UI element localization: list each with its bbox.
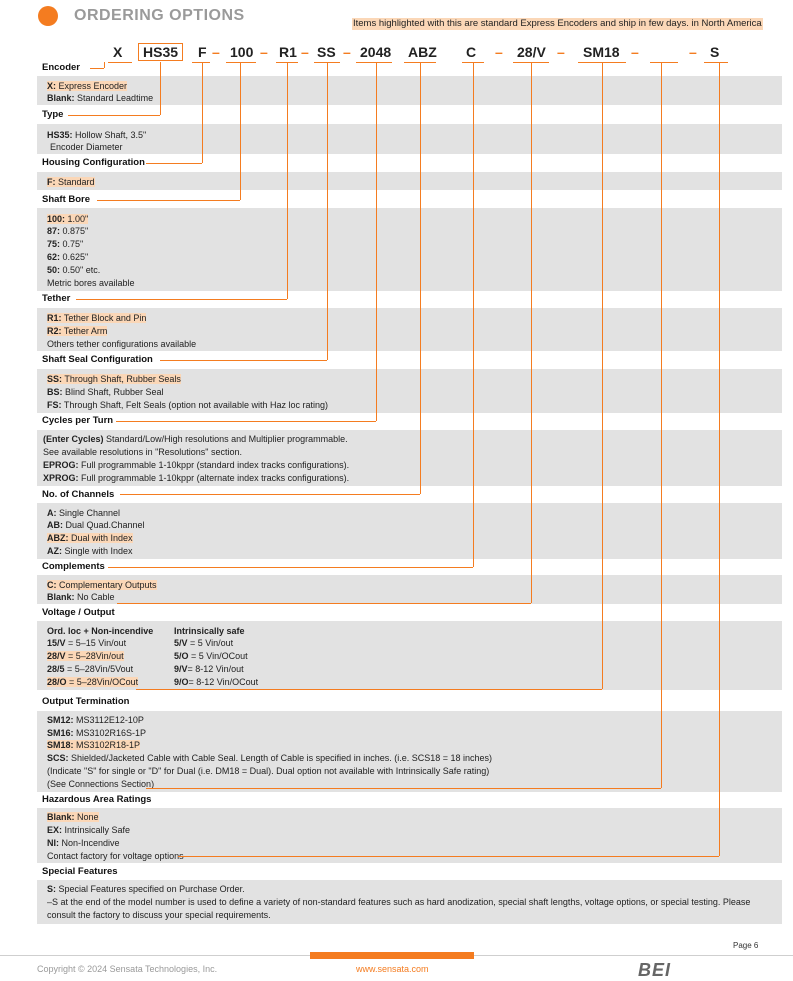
code-dash: – [260, 44, 268, 60]
connector-line [120, 494, 420, 495]
option-row: SS: Through Shaft, Rubber Seals [47, 374, 181, 384]
connector-line [160, 360, 327, 361]
section-heading-hazardous: Hazardous Area Ratings [42, 794, 152, 805]
section-bullet-icon [38, 6, 58, 26]
code-express: X [113, 44, 123, 60]
page-number: Page 6 [733, 941, 759, 950]
option-row: X: Express Encoder [47, 81, 128, 91]
option-row: (Indicate "S" for single or "D" for Dual (i.e. DM18 = Dual). Dual option not available with Intrinsically Safe rating) [47, 766, 490, 776]
section-heading-cycles: Cycles per Turn [42, 415, 114, 426]
connector-line [146, 788, 661, 789]
code-dash: – [689, 44, 697, 60]
connector-line [76, 299, 287, 300]
option-row: Blank: None [47, 812, 99, 822]
connector-line [473, 62, 474, 567]
code-underline [108, 62, 132, 63]
voltage-col2-title: Intrinsically safe [174, 626, 245, 636]
bei-logo: BEI [638, 960, 672, 980]
option-row: 15/V = 5–15 Vin/out [47, 638, 127, 648]
option-row: Blank: Standard Leadtime [47, 93, 154, 103]
connector-line [661, 62, 662, 788]
option-row: 9/O= 8-12 Vin/OCout [174, 677, 259, 687]
section-heading-channels: No. of Channels [42, 489, 115, 500]
code-underline [356, 62, 392, 63]
connector-line [602, 62, 603, 689]
option-row: Contact factory for voltage options [47, 851, 184, 861]
option-row: 75: 0.75" [47, 239, 84, 249]
code-underline [650, 62, 678, 63]
option-row: 5/V = 5 Vin/out [174, 638, 234, 648]
section-heading-housing: Housing Configuration [42, 157, 145, 168]
connector-line [420, 62, 421, 494]
connector-line [117, 603, 531, 604]
option-row: HS35: Hollow Shaft, 3.5" [47, 130, 147, 140]
option-row: SCS: Shielded/Jacketed Cable with Cable Seal. Length of Cable is specified in inches. (i.e. SCS18 = 18 inches) [47, 753, 493, 763]
code-special: S [710, 44, 720, 60]
option-row: (Enter Cycles) Standard/Low/High resolutions and Multiplier programmable. [43, 434, 348, 444]
website-link[interactable]: www.sensata.com [356, 964, 429, 974]
code-dash: – [212, 44, 220, 60]
code-termination: SM18 [583, 44, 620, 60]
option-row: ABZ: Dual with Index [47, 533, 133, 543]
code-channels: ABZ [408, 44, 437, 60]
option-row: BS: Blind Shaft, Rubber Seal [47, 387, 164, 397]
option-row: F: Standard [47, 177, 95, 187]
connector-line [97, 200, 240, 201]
option-row: R1: Tether Block and Pin [47, 313, 147, 323]
page-title: ORDERING OPTIONS [74, 7, 245, 24]
express-notice: Items highlighted with this are standard Express Encoders and ship in few days. in North America [353, 18, 762, 29]
connector-line [327, 62, 328, 360]
section-heading-tether: Tether [42, 293, 71, 304]
option-row: 5/O = 5 Vin/OCout [174, 651, 248, 661]
option-row: 50: 0.50" etc. [47, 265, 101, 275]
code-dash: – [495, 44, 503, 60]
code-dash: – [557, 44, 565, 60]
section-heading-encoder: Encoder [42, 62, 81, 73]
connector-line [146, 163, 202, 164]
option-row: See available resolutions in "Resolutions" section. [43, 447, 243, 457]
option-row: 28/O = 5–28Vin/OCout [47, 677, 139, 687]
connector-line [376, 62, 377, 421]
option-row: 28/V = 5–28Vin/out [47, 651, 124, 661]
connector-line [116, 421, 376, 422]
option-row: A: Single Channel [47, 508, 121, 518]
option-row: AZ: Single with Index [47, 546, 133, 556]
option-row: Others tether configurations available [47, 339, 197, 349]
panel-type [37, 124, 782, 154]
code-tether: R1 [279, 44, 297, 60]
option-row: FS: Through Shaft, Felt Seals (option not available with Haz loc rating) [47, 400, 328, 410]
option-row: consult the factory to discuss your special requirements. [47, 910, 271, 920]
connector-line [287, 62, 288, 299]
code-dash: – [343, 44, 351, 60]
code-cycles: 2048 [360, 44, 392, 60]
voltage-col1-title: Ord. loc + Non-incendive [47, 626, 154, 636]
connector-line [202, 62, 203, 163]
option-row: R2: Tether Arm [47, 326, 108, 336]
code-seal: SS [317, 44, 336, 60]
footer-accent-bar [310, 952, 474, 959]
code-complements: C [466, 44, 477, 60]
connector-line [531, 62, 532, 603]
option-row: EPROG: Full programmable 1-10kppr (standard index tracks configurations). [43, 460, 350, 470]
option-row: 28/5 = 5–28Vin/5Vout [47, 664, 134, 674]
option-row: S: Special Features specified on Purchase Order. [47, 884, 245, 894]
section-heading-complements: Complements [42, 561, 105, 572]
option-row: Blank: No Cable [47, 592, 115, 602]
panel-bore [37, 208, 782, 291]
code-underline [704, 62, 728, 63]
connector-line [104, 62, 105, 68]
code-bore: 100 [230, 44, 254, 60]
option-row: NI: Non-Incendive [47, 838, 120, 848]
connector-line [136, 689, 602, 690]
section-heading-bore: Shaft Bore [42, 194, 91, 205]
section-heading-seal: Shaft Seal Configuration [42, 354, 153, 365]
option-row: XPROG: Full programmable 1-10kppr (alternate index tracks configurations). [43, 473, 350, 483]
option-row: SM12: MS3112E12-10P [47, 715, 144, 725]
option-row: SM16: MS3102R16S-1P [47, 728, 147, 738]
option-row: 87: 0.875" [47, 226, 89, 236]
section-heading-special: Special Features [42, 866, 118, 877]
section-heading-termination: Output Termination [42, 696, 130, 707]
code-housing: F [198, 44, 207, 60]
option-row: EX: Intrinsically Safe [47, 825, 131, 835]
option-row: Encoder Diameter [50, 142, 123, 152]
option-row: 62: 0.625" [47, 252, 89, 262]
connector-line [108, 567, 473, 568]
connector-line [160, 62, 161, 115]
copyright-text: Copyright © 2024 Sensata Technologies, Inc. [37, 964, 218, 974]
option-row: –S at the end of the model number is used to define a variety of non-standard features such as hard anodization, special shaft lengths, voltage options, or special testing. Please [47, 897, 751, 907]
section-heading-type: Type [42, 109, 64, 120]
option-row: Metric bores available [47, 278, 135, 288]
connector-line [90, 68, 104, 69]
code-underline [226, 62, 256, 63]
connector-line [240, 62, 241, 200]
option-row: (See Connections Section) [47, 779, 155, 789]
option-row: C: Complementary Outputs [47, 580, 157, 590]
panel-channels [37, 503, 782, 559]
code-type: HS35 [138, 43, 183, 61]
panel-housing [37, 172, 782, 190]
option-row: 100: 1.00" [47, 214, 89, 224]
section-heading-voltage: Voltage / Output [42, 607, 115, 618]
connector-line [178, 856, 719, 857]
code-dash: – [301, 44, 309, 60]
connector-line [719, 62, 720, 856]
code-underline [192, 62, 210, 63]
code-dash: – [631, 44, 639, 60]
option-row: 9/V= 8-12 Vin/out [174, 664, 244, 674]
connector-line [68, 115, 160, 116]
code-voltage: 28/V [517, 44, 546, 60]
option-row: SM18: MS3102R18-1P [47, 740, 141, 750]
option-row: AB: Dual Quad.Channel [47, 520, 145, 530]
